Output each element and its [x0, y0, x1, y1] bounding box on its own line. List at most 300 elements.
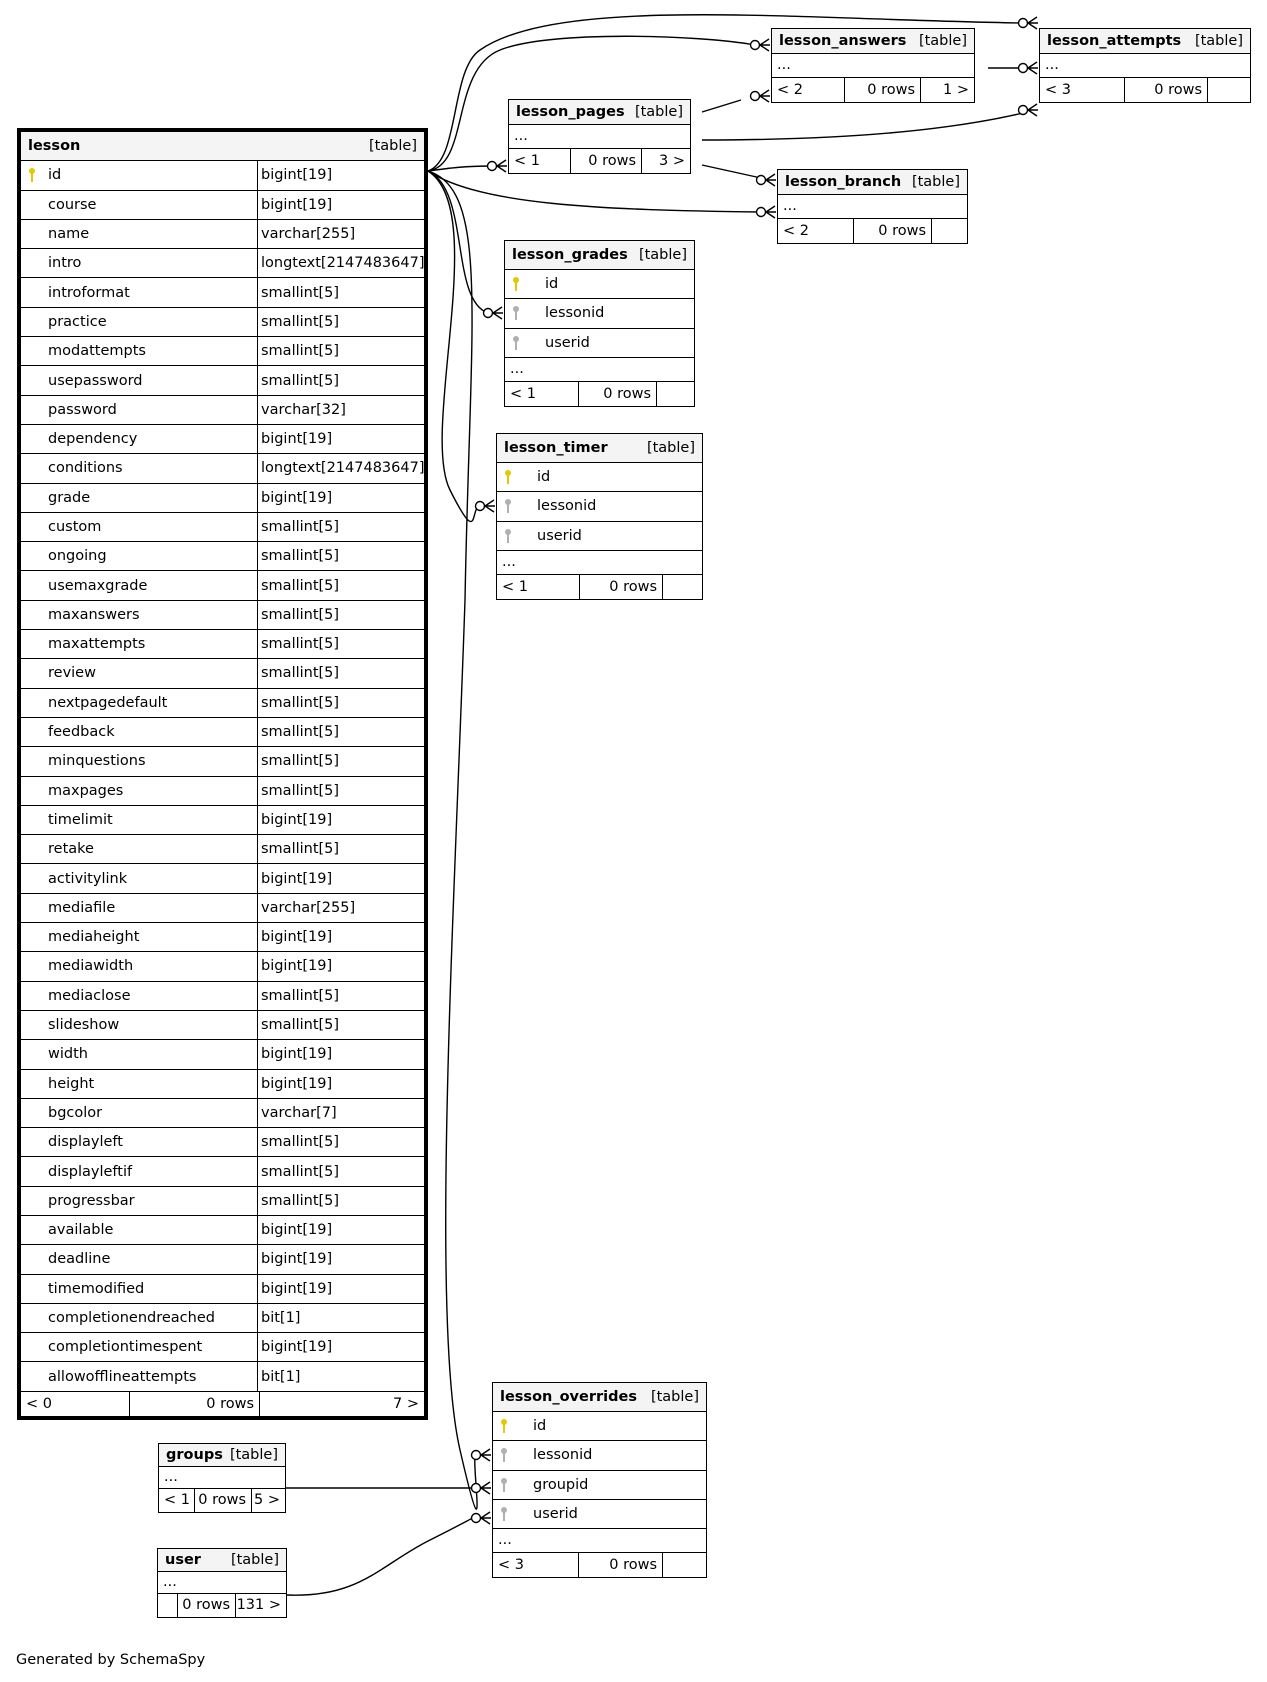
table-lesson-overrides[interactable]	[492, 1382, 707, 1578]
parents-count: < 2	[783, 223, 809, 239]
edge-user-overrides	[287, 1518, 476, 1595]
row-count: 0 rows	[578, 1553, 662, 1577]
column-type: bigint[19]	[257, 1216, 424, 1244]
children-count: 1 >	[920, 78, 974, 102]
column-name: id	[545, 276, 559, 293]
column-type: bigint[19]	[257, 161, 424, 189]
column-row[interactable]	[21, 777, 424, 806]
table-kind: [table]	[1194, 32, 1243, 49]
table-lesson-attempts[interactable]	[1039, 28, 1251, 103]
column-row[interactable]	[21, 425, 424, 454]
table-kind: [table]	[646, 440, 695, 457]
column-row[interactable]	[497, 463, 702, 492]
key-cell	[21, 747, 43, 775]
column-row[interactable]	[21, 718, 424, 747]
key-cell	[21, 454, 43, 482]
table-header	[21, 132, 424, 161]
row-count: 0 rows	[579, 575, 662, 599]
key-cell	[21, 513, 43, 541]
column-name: id	[537, 469, 551, 486]
column-row[interactable]	[21, 894, 424, 923]
column-type: varchar[255]	[257, 220, 424, 248]
column-row[interactable]	[21, 601, 424, 630]
collapsed-columns[interactable]	[1040, 54, 1250, 79]
column-name: modattempts	[48, 343, 146, 360]
column-type: bigint[19]	[257, 1070, 424, 1098]
ellipsis-text: ...	[163, 1574, 177, 1591]
column-row[interactable]	[21, 630, 424, 659]
column-row[interactable]	[21, 1333, 424, 1362]
key-cell	[505, 329, 527, 357]
edge-answers-attempts-many-marker	[1028, 62, 1038, 74]
table-header	[772, 29, 974, 54]
column-type: smallint[5]	[257, 835, 424, 863]
children-count: 3 >	[641, 149, 690, 173]
column-name: mediaheight	[48, 929, 140, 946]
parents-count	[158, 1594, 177, 1617]
edge-pages-answers-many-marker	[760, 90, 770, 102]
column-row[interactable]	[493, 1412, 706, 1441]
column-name: password	[48, 401, 117, 418]
table-lesson-answers[interactable]	[771, 28, 975, 103]
primary-key-icon	[513, 277, 519, 291]
edge-lesson-timer-optional-marker	[476, 502, 485, 511]
edge-lesson-grades-many-marker	[493, 307, 503, 319]
key-cell	[21, 1011, 43, 1039]
column-row[interactable]	[505, 329, 694, 358]
ellipsis-text: ...	[502, 554, 516, 571]
column-row[interactable]	[21, 1362, 424, 1391]
column-name: practice	[48, 313, 107, 330]
column-row[interactable]	[21, 1245, 424, 1274]
edge-lesson-timer-many-marker	[485, 500, 495, 512]
column-row[interactable]	[21, 484, 424, 513]
column-name: conditions	[48, 460, 123, 477]
column-row[interactable]	[21, 220, 424, 249]
column-row[interactable]	[21, 1128, 424, 1157]
column-row[interactable]	[21, 1040, 424, 1069]
column-type: smallint[5]	[257, 1128, 424, 1156]
key-cell	[21, 278, 43, 306]
edge-lesson-pages-many-marker	[497, 160, 507, 172]
collapsed-columns[interactable]	[493, 1529, 706, 1553]
edge-groups-overrides-many-marker	[481, 1482, 491, 1494]
table-name[interactable]: lesson_branch	[785, 173, 902, 190]
column-name: maxpages	[48, 782, 124, 799]
table-footer	[497, 575, 702, 599]
column-type: longtext[2147483647]	[257, 249, 424, 277]
row-count: 0 rows	[844, 78, 920, 102]
column-row[interactable]	[497, 492, 702, 521]
column-row[interactable]	[21, 747, 424, 776]
column-row[interactable]	[21, 806, 424, 835]
row-count: 0 rows	[578, 382, 656, 406]
ellipsis-text: ...	[498, 1532, 512, 1549]
column-type: bigint[19]	[257, 864, 424, 892]
column-type: bigint[19]	[257, 806, 424, 834]
key-cell	[21, 1362, 43, 1390]
key-cell	[21, 220, 43, 248]
table-kind: [table]	[638, 247, 687, 264]
key-cell	[21, 161, 43, 189]
column-type: bigint[19]	[257, 1245, 424, 1273]
table-name[interactable]: user	[165, 1551, 201, 1568]
edge-lesson-branch-lesson	[428, 171, 761, 212]
edge-pages-branch-many-marker	[766, 174, 776, 186]
column-type: bigint[19]	[257, 191, 424, 219]
key-cell	[21, 425, 43, 453]
table-name[interactable]: lesson_timer	[504, 440, 608, 457]
column-name: usepassword	[48, 372, 143, 389]
column-name: deadline	[48, 1251, 111, 1268]
key-cell	[21, 249, 43, 277]
column-name: userid	[533, 1505, 578, 1522]
key-cell	[21, 1245, 43, 1273]
column-name: maxanswers	[48, 606, 140, 623]
column-row[interactable]	[493, 1441, 706, 1470]
table-kind: [table]	[918, 32, 967, 49]
collapsed-columns[interactable]	[772, 54, 974, 79]
column-name: timemodified	[48, 1280, 145, 1297]
column-name: slideshow	[48, 1017, 120, 1034]
key-cell	[21, 864, 43, 892]
table-name[interactable]: lesson_attempts	[1047, 32, 1182, 49]
column-row[interactable]	[21, 923, 424, 952]
collapsed-columns[interactable]	[505, 358, 694, 382]
column-name: userid	[545, 334, 590, 351]
edge-lesson-answers-optional-marker	[751, 41, 760, 50]
children-count	[931, 219, 967, 243]
key-cell	[493, 1441, 515, 1469]
table-header	[497, 434, 702, 463]
edge-pages-answers	[702, 100, 741, 112]
column-row[interactable]	[21, 366, 424, 395]
edge-pages-attempts-optional-marker	[1019, 106, 1028, 115]
key-cell	[21, 542, 43, 570]
table-name[interactable]: lesson_pages	[516, 103, 625, 120]
key-cell	[21, 659, 43, 687]
key-cell	[21, 689, 43, 717]
key-cell	[21, 1070, 43, 1098]
edge-pages-branch	[702, 165, 761, 178]
table-name[interactable]: lesson_answers	[779, 32, 907, 49]
column-name: dependency	[48, 431, 138, 448]
column-row[interactable]	[505, 299, 694, 328]
table-name[interactable]: groups	[166, 1446, 223, 1463]
ellipsis-text: ...	[777, 57, 791, 74]
key-cell	[21, 777, 43, 805]
column-row[interactable]	[21, 571, 424, 600]
children-count	[1207, 78, 1250, 102]
column-name: mediafile	[48, 899, 116, 916]
column-name: groupid	[533, 1476, 589, 1493]
column-name: width	[48, 1046, 88, 1063]
primary-key-icon	[501, 1419, 507, 1433]
column-row[interactable]	[21, 1304, 424, 1333]
table-lesson-branch[interactable]	[777, 169, 968, 244]
column-name: displayleftif	[48, 1163, 133, 1180]
column-name: displayleft	[48, 1134, 123, 1151]
table-kind: [table]	[368, 138, 417, 155]
foreign-key-icon	[505, 529, 511, 543]
primary-key-icon	[29, 168, 35, 182]
table-footer	[505, 382, 694, 406]
column-row[interactable]	[21, 513, 424, 542]
column-name: completionendreached	[48, 1310, 215, 1327]
column-row[interactable]	[21, 1011, 424, 1040]
key-cell	[21, 396, 43, 424]
key-cell	[21, 952, 43, 980]
column-row[interactable]	[493, 1500, 706, 1529]
row-count: 0 rows	[177, 1594, 235, 1617]
column-name: lessonid	[545, 305, 605, 322]
column-row[interactable]	[21, 308, 424, 337]
foreign-key-icon	[501, 1478, 507, 1492]
column-name: completiontimespent	[48, 1339, 203, 1356]
children-count	[662, 1553, 706, 1577]
column-row[interactable]	[21, 982, 424, 1011]
column-type: smallint[5]	[257, 308, 424, 336]
column-name: name	[48, 226, 90, 243]
column-row[interactable]	[21, 864, 424, 893]
primary-key-icon	[505, 470, 511, 484]
key-cell	[21, 894, 43, 922]
table-footer	[158, 1594, 286, 1617]
table-name[interactable]: lesson	[28, 138, 81, 155]
column-row[interactable]	[21, 454, 424, 483]
key-cell	[21, 1333, 43, 1361]
key-cell	[21, 630, 43, 658]
ellipsis-text: ...	[164, 1469, 178, 1486]
key-cell	[21, 718, 43, 746]
column-type: bigint[19]	[257, 425, 424, 453]
column-name: minquestions	[48, 753, 146, 770]
column-type: smallint[5]	[257, 777, 424, 805]
column-row[interactable]	[21, 1070, 424, 1099]
collapsed-columns[interactable]	[778, 195, 967, 220]
column-name: grade	[48, 489, 91, 506]
column-type: smallint[5]	[257, 689, 424, 717]
column-name: course	[48, 196, 97, 213]
edge-lesson-overrides-lesson-many-marker	[481, 1449, 491, 1461]
edge-lesson-grades	[428, 171, 488, 313]
column-name: custom	[48, 519, 102, 535]
column-name: intro	[48, 255, 82, 272]
key-cell	[21, 1128, 43, 1156]
collapsed-columns[interactable]	[159, 1467, 285, 1490]
table-footer	[493, 1553, 706, 1577]
parents-count: < 1	[502, 578, 528, 595]
key-cell	[21, 191, 43, 219]
column-name: allowofflineattempts	[48, 1368, 197, 1385]
table-lesson[interactable]	[17, 128, 428, 1420]
table-groups[interactable]	[158, 1443, 286, 1513]
column-type: smallint[5]	[257, 366, 424, 394]
key-cell	[497, 463, 519, 491]
table-header	[1040, 29, 1250, 54]
column-name: mediawidth	[48, 958, 134, 975]
column-name: lessonid	[537, 498, 597, 515]
table-user[interactable]	[157, 1548, 287, 1618]
key-cell	[21, 1040, 43, 1068]
edge-user-overrides-optional-marker	[472, 1514, 481, 1523]
row-count: 0 rows	[1124, 78, 1207, 102]
edge-lesson-pages-optional-marker	[488, 162, 497, 171]
foreign-key-icon	[513, 336, 519, 350]
parents-count: < 0	[26, 1395, 52, 1412]
table-name[interactable]: lesson_overrides	[500, 1389, 637, 1406]
table-lesson-pages[interactable]	[508, 99, 691, 174]
edge-pages-attempts	[702, 113, 1023, 140]
column-type: bit[1]	[257, 1304, 424, 1332]
column-row[interactable]	[21, 835, 424, 864]
key-cell	[21, 1099, 43, 1127]
ellipsis-text: ...	[1045, 57, 1059, 74]
column-name: review	[48, 665, 96, 682]
children-count: 5 >	[251, 1489, 285, 1512]
edge-pages-answers-optional-marker	[751, 92, 760, 101]
column-type: varchar[7]	[257, 1099, 424, 1127]
column-type: smallint[5]	[257, 1187, 424, 1215]
column-row[interactable]	[21, 689, 424, 718]
column-row[interactable]	[21, 1216, 424, 1245]
key-cell	[21, 1216, 43, 1244]
table-kind: [table]	[911, 173, 960, 190]
key-cell	[21, 1157, 43, 1185]
column-row[interactable]	[21, 249, 424, 278]
key-cell	[493, 1412, 515, 1440]
column-row[interactable]	[21, 396, 424, 425]
parents-count: < 2	[777, 82, 803, 98]
column-type: bigint[19]	[257, 923, 424, 951]
edge-lesson-answers-many-marker	[760, 39, 770, 51]
column-row[interactable]	[21, 191, 424, 220]
table-lesson-grades[interactable]	[504, 240, 695, 407]
edge-lesson-grades-optional-marker	[484, 309, 493, 318]
column-name: id	[48, 167, 62, 184]
key-cell	[21, 1275, 43, 1303]
column-type: longtext[2147483647]	[257, 454, 424, 482]
column-row[interactable]	[21, 1275, 424, 1304]
children-count	[662, 575, 702, 599]
key-cell	[493, 1500, 515, 1528]
column-row[interactable]	[505, 270, 694, 299]
column-row[interactable]	[21, 278, 424, 307]
edge-lesson-attempts-lesson-optional-marker	[1019, 19, 1028, 28]
collapsed-columns[interactable]	[158, 1572, 286, 1595]
column-row[interactable]	[21, 952, 424, 981]
column-row[interactable]	[21, 161, 424, 190]
column-type: smallint[5]	[257, 747, 424, 775]
key-cell	[497, 522, 519, 550]
table-footer	[159, 1489, 285, 1512]
column-type: varchar[32]	[257, 396, 424, 424]
key-cell	[21, 982, 43, 1010]
column-row[interactable]	[493, 1471, 706, 1500]
edge-lesson-overrides-lesson	[428, 171, 477, 1509]
edge-pages-branch-optional-marker	[757, 176, 766, 185]
column-row[interactable]	[21, 1187, 424, 1216]
edge-lesson-overrides-lesson-optional-marker	[472, 1451, 481, 1460]
parents-count: < 3	[498, 1556, 524, 1573]
row-count: 0 rows	[129, 1392, 259, 1416]
table-header	[505, 241, 694, 270]
children-count: 131 >	[235, 1594, 286, 1617]
column-row[interactable]	[21, 1099, 424, 1128]
column-row[interactable]	[497, 522, 702, 551]
column-row[interactable]	[21, 1157, 424, 1186]
table-footer	[778, 219, 967, 243]
column-type: smallint[5]	[257, 601, 424, 629]
table-kind: [table]	[229, 1446, 278, 1463]
column-type: smallint[5]	[257, 337, 424, 365]
column-type: varchar[255]	[257, 894, 424, 922]
column-name: activitylink	[48, 870, 128, 887]
children-count	[656, 382, 694, 406]
edge-answers-attempts-optional-marker	[1019, 64, 1028, 73]
edge-lesson-attempts-lesson-many-marker	[1028, 17, 1038, 29]
collapsed-columns[interactable]	[497, 551, 702, 575]
ellipsis-text: ...	[514, 128, 528, 145]
table-footer	[21, 1392, 424, 1416]
key-cell	[21, 337, 43, 365]
foreign-key-icon	[501, 1507, 507, 1521]
edge-lesson-branch-lesson-many-marker	[766, 206, 776, 218]
column-type: bigint[19]	[257, 1275, 424, 1303]
column-type: bigint[19]	[257, 952, 424, 980]
ellipsis-text: ...	[510, 361, 524, 378]
column-name: feedback	[48, 724, 115, 741]
key-cell	[21, 308, 43, 336]
table-kind: [table]	[634, 103, 683, 120]
key-cell	[21, 806, 43, 834]
column-name: lessonid	[533, 1447, 593, 1464]
parents-count: < 3	[1045, 82, 1071, 98]
column-name: introformat	[48, 284, 130, 301]
key-cell	[21, 366, 43, 394]
column-name: height	[48, 1075, 95, 1092]
collapsed-columns[interactable]	[509, 125, 690, 150]
column-row[interactable]	[21, 659, 424, 688]
key-cell	[21, 484, 43, 512]
table-footer	[509, 149, 690, 173]
table-header	[159, 1444, 285, 1467]
table-header	[493, 1383, 706, 1412]
column-type: smallint[5]	[257, 982, 424, 1010]
column-name: maxattempts	[48, 636, 146, 653]
key-cell	[493, 1471, 515, 1499]
column-name: nextpagedefault	[48, 694, 168, 711]
column-row[interactable]	[21, 337, 424, 366]
foreign-key-icon	[501, 1448, 507, 1462]
key-cell	[21, 571, 43, 599]
column-name: mediaclose	[48, 987, 131, 1004]
column-type: smallint[5]	[257, 571, 424, 599]
table-header	[509, 100, 690, 125]
column-name: userid	[537, 527, 582, 544]
key-cell	[21, 1187, 43, 1215]
table-name[interactable]: lesson_grades	[512, 247, 628, 264]
key-cell	[505, 299, 527, 327]
column-name: progressbar	[48, 1192, 135, 1209]
row-count: 0 rows	[570, 149, 641, 173]
table-lesson-timer[interactable]	[496, 433, 703, 600]
generated-by-note: Generated by SchemaSpy	[16, 1652, 206, 1668]
column-row[interactable]	[21, 542, 424, 571]
column-name: usemaxgrade	[48, 577, 148, 594]
column-type: bigint[19]	[257, 1040, 424, 1068]
table-header	[158, 1549, 286, 1572]
